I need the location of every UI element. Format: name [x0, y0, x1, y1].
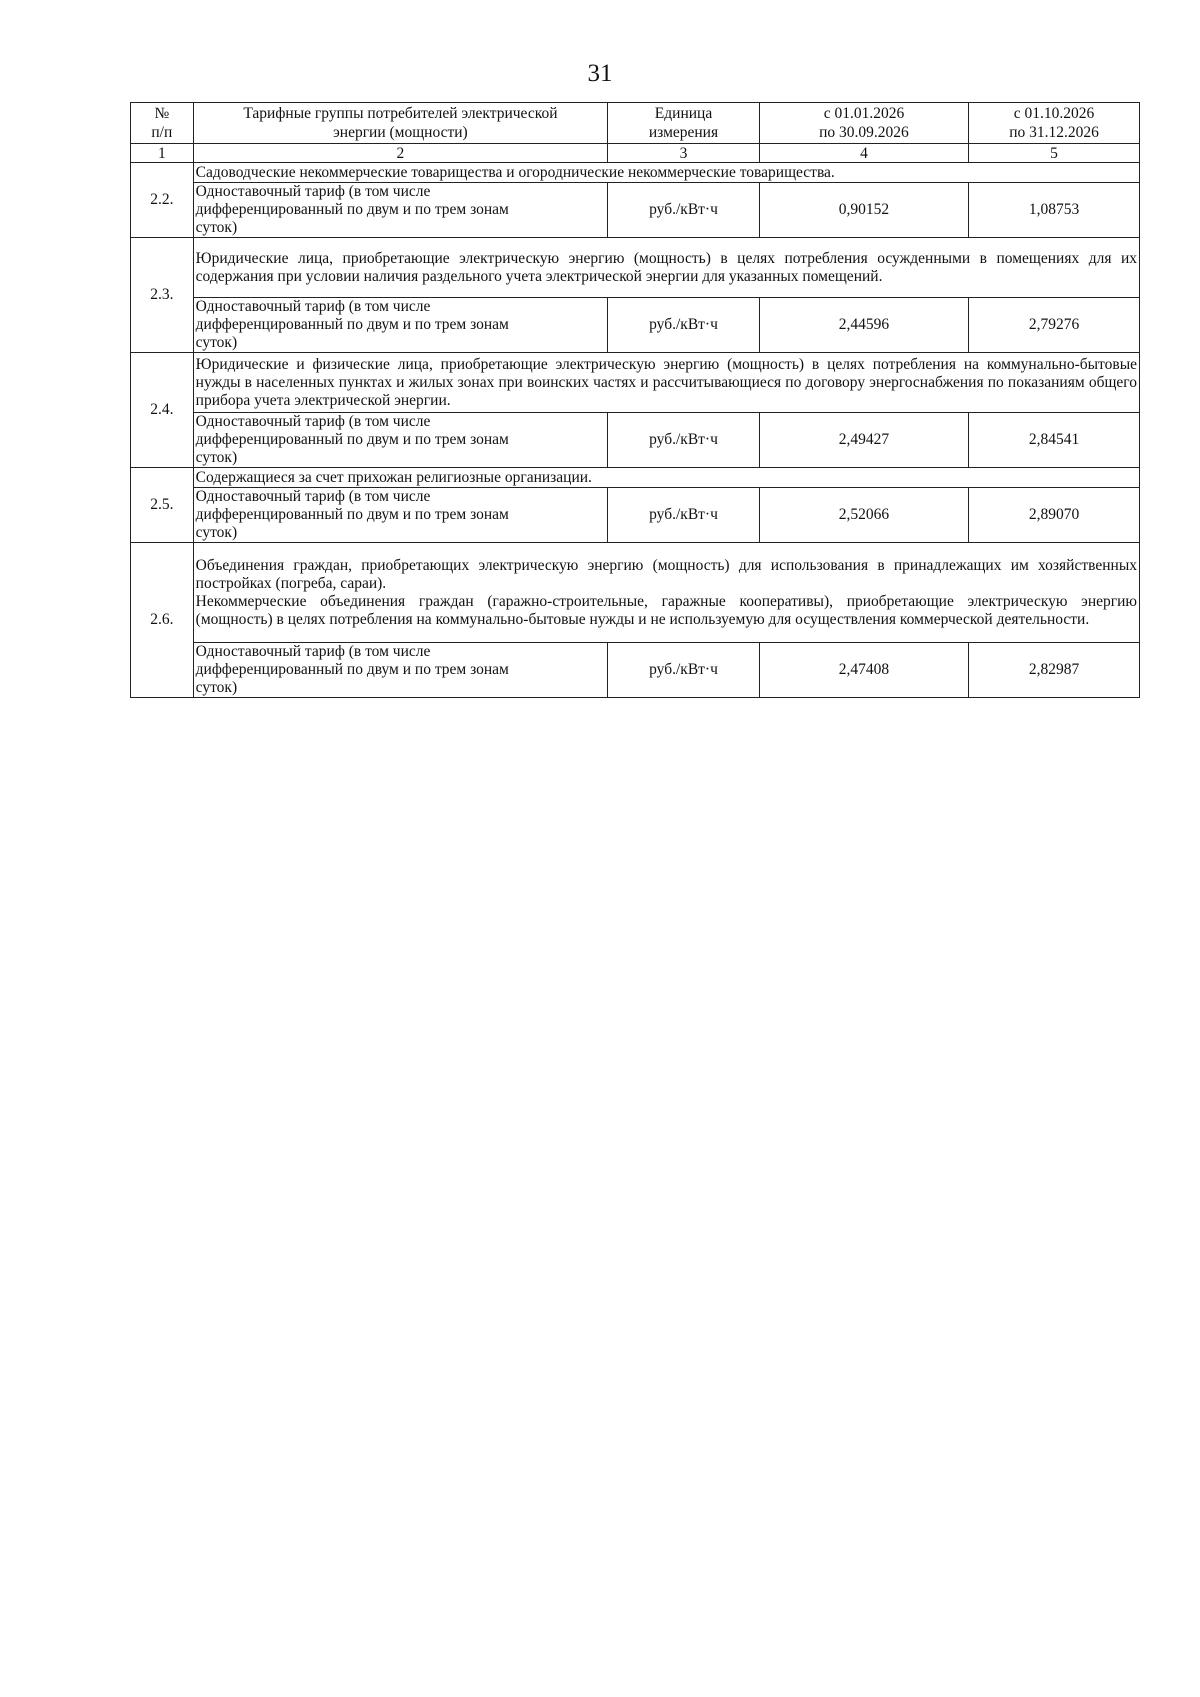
description-paragraph: Садоводческие некоммерческие товарищества и огороднические некоммерческие товарищества. — [195, 163, 835, 181]
tariff-value-period-2: 2,79276 — [969, 298, 1140, 353]
table-row — [131, 413, 1140, 468]
header-unit-line: Единица — [654, 105, 713, 122]
row-number: 2.2. — [131, 163, 194, 238]
description-paragraph: Содержащиеся за счет прихожан религиозные организации. — [195, 468, 592, 486]
column-number-row — [131, 144, 1140, 163]
header-unit-line: измерения — [648, 124, 719, 141]
tariff-name — [193, 643, 608, 698]
tariff-value-period-2: 2,89070 — [969, 488, 1140, 543]
table-row — [131, 643, 1140, 698]
unit-of-measure: руб./кВт·ч — [608, 183, 760, 238]
header-number-line: п/п — [151, 124, 173, 141]
tariff-name-line: суток) — [195, 524, 238, 541]
tariff-name — [193, 298, 608, 353]
description-paragraph: Юридические и физические лица, приобретающие электрическую энергию (мощность) в целях потребления на коммунально-бытовые нужды в населенных пунктах и жилых зонах при воинских частях и рассчитывающиеся по договору энергоснабжения по показаниям общего прибора учета электрической энергии. — [195, 355, 1137, 409]
consumer-group-description — [193, 468, 1139, 488]
table-row — [131, 543, 1140, 643]
tariff-name-line: суток) — [195, 679, 238, 696]
tariff-name-line: Одноставочный тариф (в том числе — [195, 643, 431, 660]
consumer-group-description — [193, 543, 1139, 643]
tariff-name-line: суток) — [195, 449, 238, 466]
header-tariff-group-line: Тарифные группы потребителей электрической — [243, 105, 558, 122]
tariff-name-line: Одноставочный тариф (в том числе — [195, 298, 431, 315]
row-number: 2.5. — [131, 468, 194, 543]
tariff-name-line: дифференцированный по двум и по трем зонам — [195, 201, 509, 218]
description-paragraph: Объединения граждан, приобретающих электрическую энергию (мощность) для использования в принадлежащих им хозяйственных постройках (погреба, сараи). — [195, 556, 1137, 592]
tariff-value-period-1: 2,52066 — [759, 488, 968, 543]
column-number: 1 — [131, 144, 194, 163]
header-period-2-line: с 01.10.2026 — [1013, 105, 1095, 122]
column-number: 4 — [759, 144, 968, 163]
row-number: 2.3. — [131, 238, 194, 353]
tariff-name-line: дифференцированный по двум и по трем зонам — [195, 506, 509, 523]
header-period-2 — [969, 103, 1140, 144]
header-tariff-group — [193, 103, 608, 144]
header-unit — [608, 103, 760, 144]
tariff-value-period-2: 2,82987 — [969, 643, 1140, 698]
tariff-name-line: дифференцированный по двум и по трем зонам — [195, 431, 509, 448]
unit-of-measure: руб./кВт·ч — [608, 488, 760, 543]
row-number: 2.4. — [131, 353, 194, 468]
unit-of-measure: руб./кВт·ч — [608, 298, 760, 353]
table-row — [131, 298, 1140, 353]
column-number: 3 — [608, 144, 760, 163]
header-number — [131, 103, 194, 144]
consumer-group-description — [193, 163, 1139, 183]
header-tariff-group-line: энергии (мощности) — [333, 124, 468, 141]
description-paragraph: Некоммерческие объединения граждан (гаражно-строительные, гаражные кооперативы), приобретающие электрическую энергию (мощность) в целях потребления на коммунально-бытовые нужды и не используемую для осуществления коммерческой деятельности. — [195, 592, 1137, 628]
unit-of-measure: руб./кВт·ч — [608, 643, 760, 698]
tariff-name-line: дифференцированный по двум и по трем зонам — [195, 316, 509, 333]
row-number: 2.6. — [131, 543, 194, 698]
description-paragraph: Юридические лица, приобретающие электрическую энергию (мощность) в целях потребления осужденными в помещениях для их содержания при условии наличия раздельного учета электрической энергии для указанных помещений. — [195, 249, 1137, 285]
tariff-name — [193, 183, 608, 238]
table-row — [131, 353, 1140, 413]
table-row — [131, 238, 1140, 298]
unit-of-measure: руб./кВт·ч — [608, 413, 760, 468]
tariff-value-period-2: 1,08753 — [969, 183, 1140, 238]
table-row — [131, 163, 1140, 183]
header-number-line: № — [154, 105, 170, 122]
tariff-name — [193, 488, 608, 543]
tariff-name-line: суток) — [195, 219, 238, 236]
tariff-name-line: Одноставочный тариф (в том числе — [195, 183, 431, 200]
table-row — [131, 488, 1140, 543]
column-number: 5 — [969, 144, 1140, 163]
tariff-name-line: суток) — [195, 334, 238, 351]
table-row — [131, 183, 1140, 238]
consumer-group-description — [193, 353, 1139, 413]
tariff-table — [130, 102, 1140, 698]
page-number: 31 — [587, 60, 613, 87]
table-header-row — [131, 103, 1140, 144]
tariff-name-line: Одноставочный тариф (в том числе — [195, 413, 431, 430]
table-row — [131, 468, 1140, 488]
header-period-1-line: с 01.01.2026 — [823, 105, 905, 122]
column-number: 2 — [193, 144, 608, 163]
tariff-value-period-1: 2,49427 — [759, 413, 968, 468]
tariff-value-period-2: 2,84541 — [969, 413, 1140, 468]
tariff-name — [193, 413, 608, 468]
tariff-name-line: дифференцированный по двум и по трем зонам — [195, 661, 509, 678]
tariff-value-period-1: 0,90152 — [759, 183, 968, 238]
tariff-value-period-1: 2,44596 — [759, 298, 968, 353]
tariff-value-period-1: 2,47408 — [759, 643, 968, 698]
consumer-group-description — [193, 238, 1139, 298]
header-period-1-line: по 30.09.2026 — [819, 124, 909, 141]
tariff-name-line: Одноставочный тариф (в том числе — [195, 488, 431, 505]
header-period-1 — [759, 103, 968, 144]
header-period-2-line: по 31.12.2026 — [1009, 124, 1099, 141]
